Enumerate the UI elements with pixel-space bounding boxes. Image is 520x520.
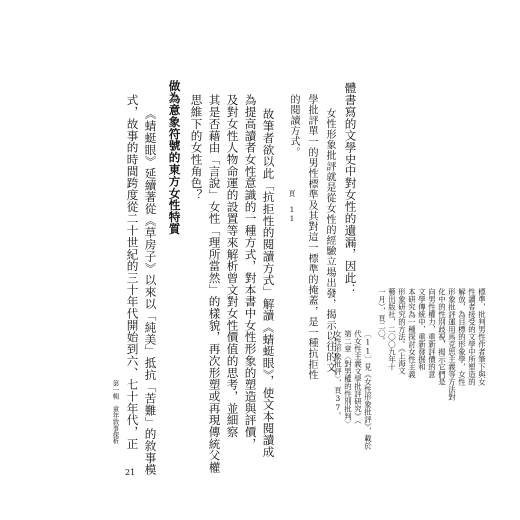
quote-citation: 頁 11 (288, 190, 296, 224)
footnote-line: 向男性權力，重新評價的意 (427, 288, 437, 378)
body-line: 《蜻蜓眼》延續著從《草房子》以來以「純美」抵抗「苦難」的敘事模 (143, 108, 158, 476)
footnote-line: 化中的性別歧視，揭示它們是 (437, 288, 447, 386)
footnote-line: 形象研究的方法。《上海文 (397, 288, 407, 375)
footnote-line: 第二章〈對男權的性別批判〉 (343, 330, 353, 428)
body-line: 其是否藉由「言說」女性「理所當然」的樣貌，再次形塑或再現傳統父權 (207, 94, 222, 474)
footnote-line: 〔11〕見《女性形象批評》，載於 (363, 330, 373, 450)
footnote-line: 代女性主義文學批評研究》（ (353, 330, 363, 424)
footnote-line: 女性形象批評〉，頁37。 (333, 330, 343, 420)
quote-line: 學批評單一的男性標準及其對這一標準的掩蓋，是一種抗拒性 (306, 94, 317, 381)
page-number: 21 (125, 468, 136, 477)
footnote-line: 文學傳統中，重新發掘和 (417, 288, 427, 371)
footnote-line: 一月），頁二〇。 (377, 288, 387, 345)
body-line: 故筆者欲以此「抗拒性的閱讀方式」解讀《蜻蜓眼》，使文本閱讀成 (261, 108, 276, 458)
body-line: 為提高讀者女性意識的一種方式，對本書中女性形象的塑造與評價， (243, 94, 258, 450)
quote-line: 的閱讀方式。 (288, 94, 299, 158)
body-line: 式，故事的時間跨度從二十世紀的三十年代開始到六、七十年代，正 (125, 94, 140, 450)
section-heading: 做為意象符號的東方女性特質 (167, 80, 182, 235)
body-line: 思維下的女性角色？ (189, 94, 204, 201)
footnote-line: 性讀者接受的文學中所塑造的 (467, 288, 477, 386)
quote-line: 女性形象批評就是從女性的經驗立場出發，揭示以往的文 (324, 108, 335, 373)
footnote-line: 解放，為目標的形象學，女性 (457, 288, 467, 386)
footnote-line: 藝出版社，二〇〇九年十 (387, 288, 397, 371)
running-header: 第一輯 童年敘事探析 (111, 380, 120, 444)
footnote-line: 形象批評運用馬克思主義等方法對 (447, 288, 457, 401)
footnote-line: 標準，批判男性作者筆下與女 (477, 288, 487, 386)
body-line: 及對女性人物命運的設置等來解析曾文對女性價值的思考，並細察 (225, 94, 240, 438)
body-line: 體書寫的文學史中對女性的遺漏，因此： (343, 82, 358, 296)
footnote-line: 本研究為一種探討女性主義 (407, 288, 417, 378)
